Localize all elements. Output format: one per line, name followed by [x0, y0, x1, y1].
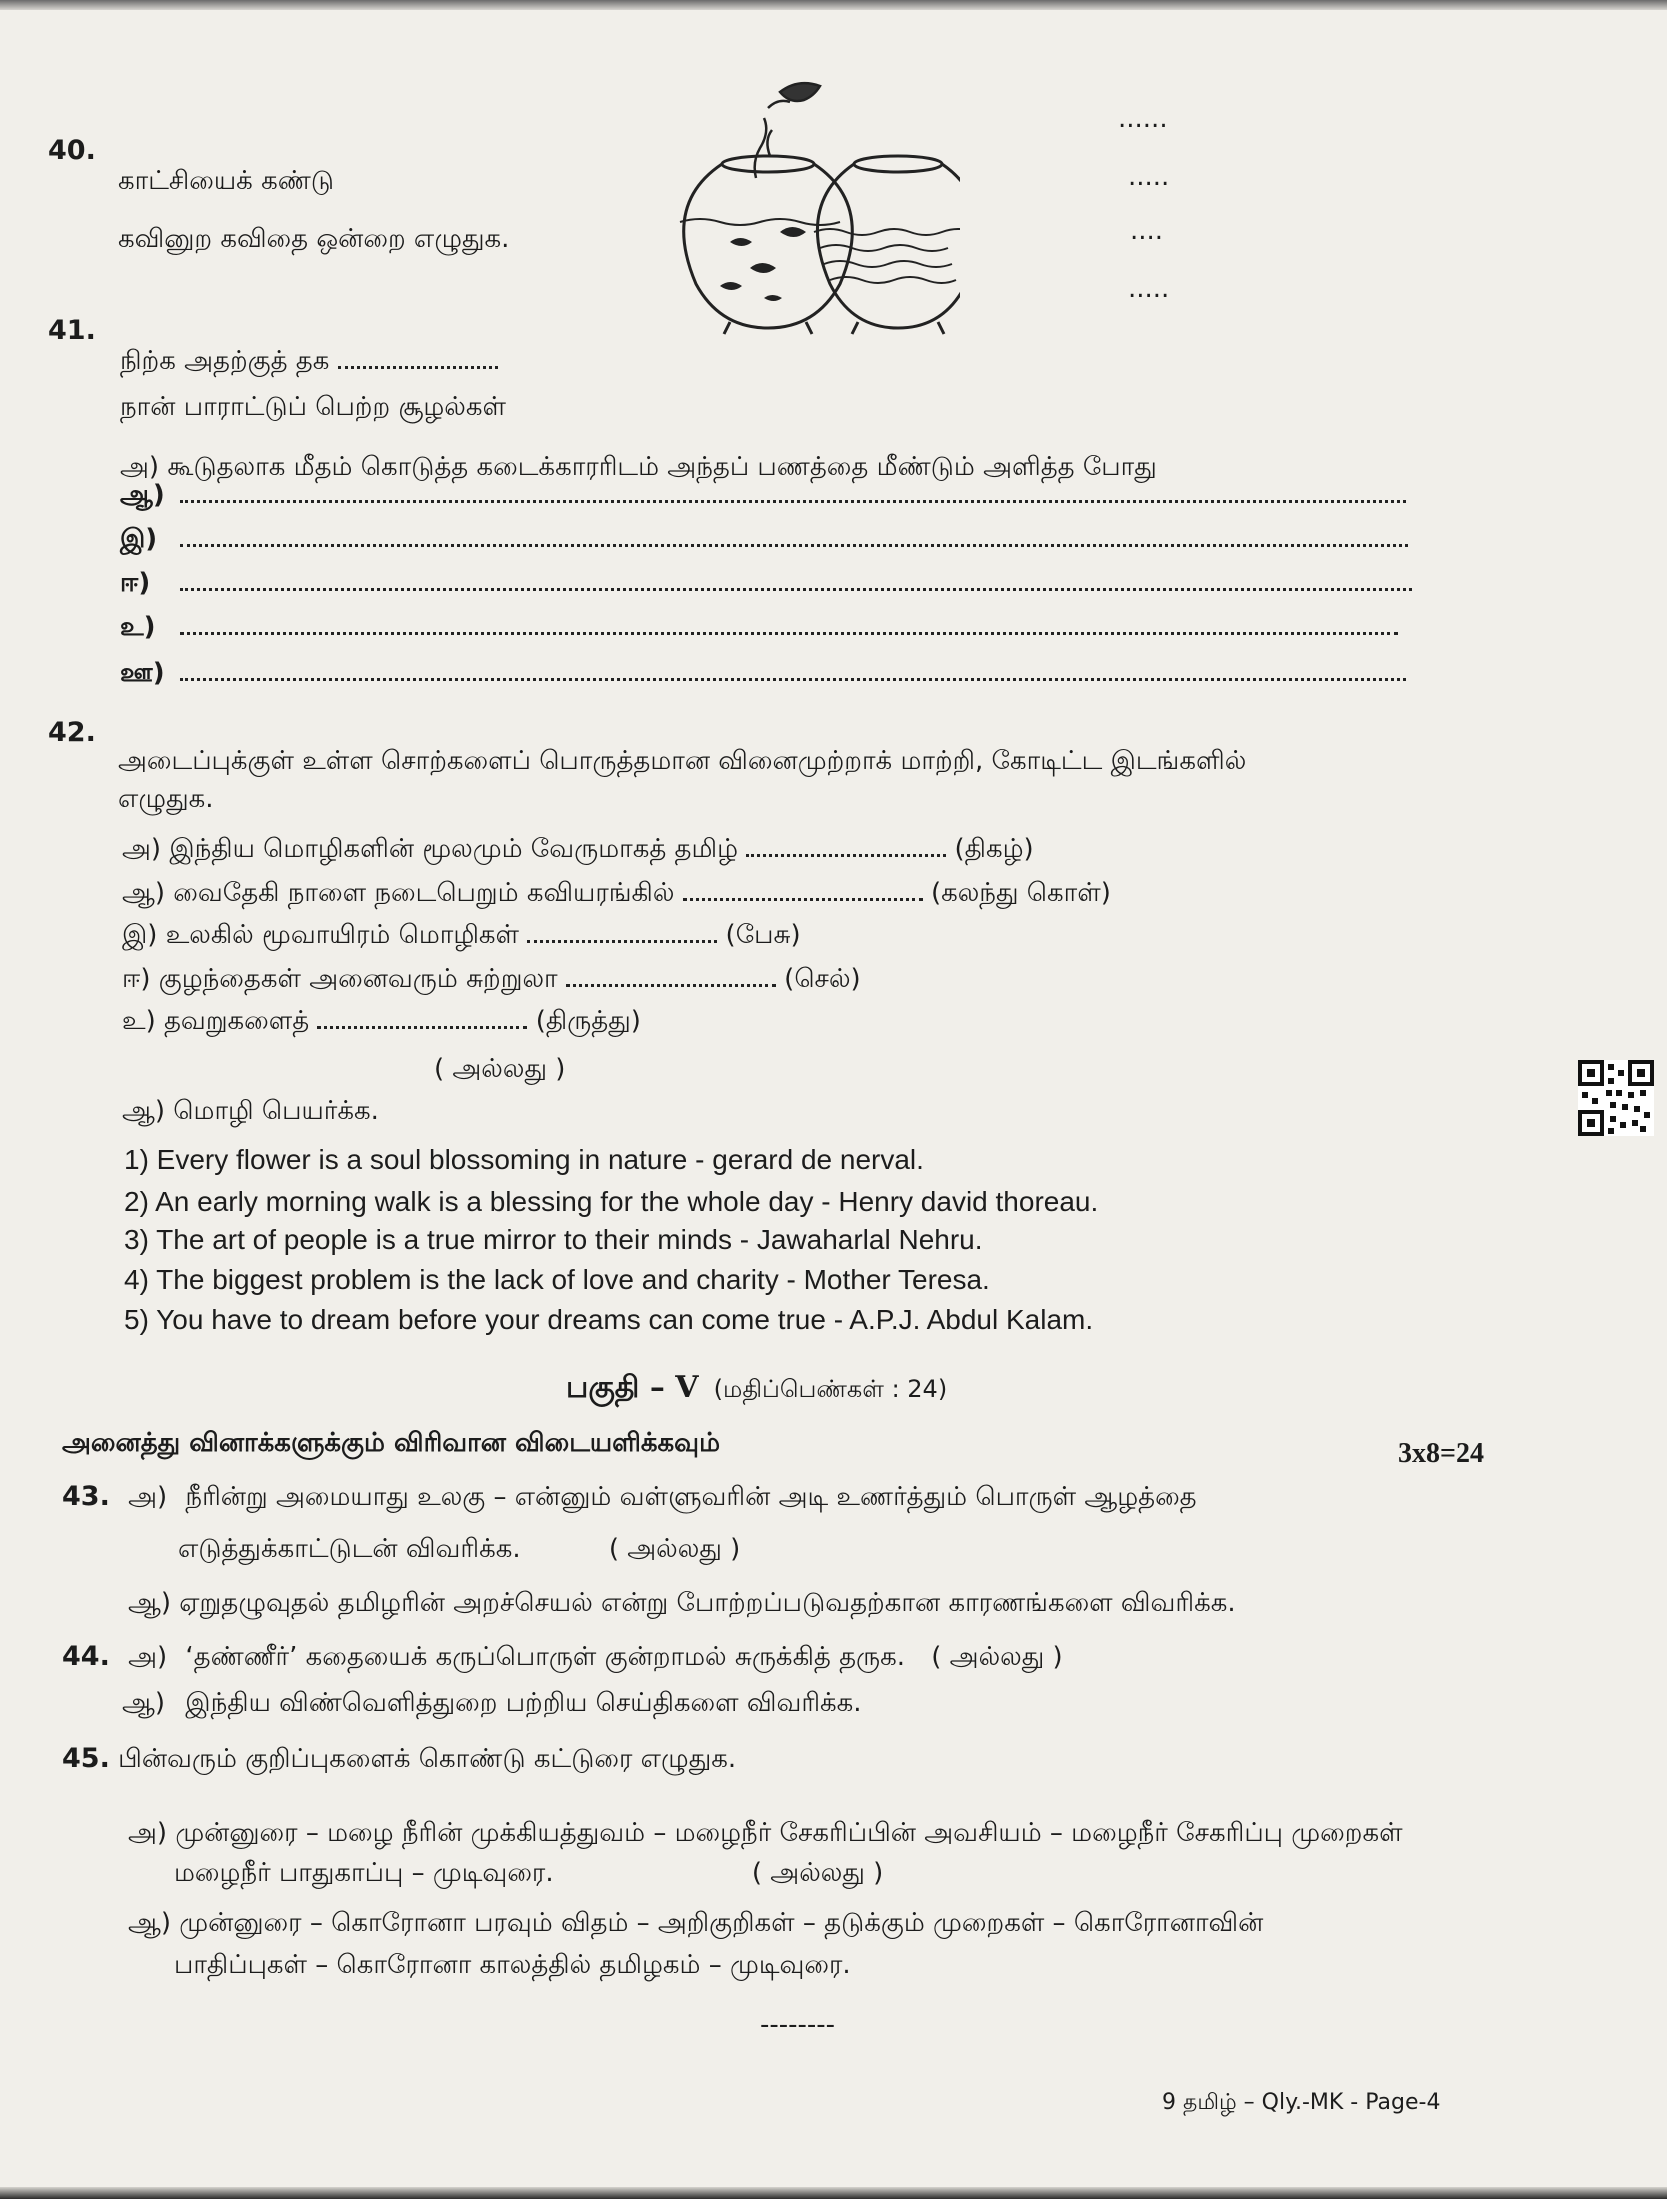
q42-alt: ஆ) மொழி பெயர்க்க.: [122, 1096, 379, 1126]
scan-top-edge: [0, 0, 1667, 10]
q42-translation-5: 5) You have to dream before your dreams can come true - A.P.J. Abdul Kalam.: [124, 1304, 1094, 1335]
q41-title: நிற்க அதற்குத் தக: [120, 344, 498, 378]
end-mark: --------: [760, 2010, 836, 2040]
q43-a: 43. அ) நீரின்று அமையாது உலகு – என்னும் வள்ளுவரின் அடி உணர்த்தும் பொருள் ஆழத்தை: [62, 1481, 1197, 1512]
q40-line2: கவினுற கவிதை ஒன்றை எழுதுக.: [118, 224, 510, 254]
page-footer: 9 தமிழ் – Qly.-MK - Page-4: [1162, 2090, 1441, 2115]
q41-subtitle: நான் பாராட்டுப் பெற்ற சூழல்கள்: [120, 392, 506, 422]
part5-heading: பகுதி – V (மதிப்பெண்கள் : 24): [566, 1370, 948, 1405]
q41-item-c: இ): [120, 522, 1410, 556]
q42-item-c: இ) உலகில் மூவாயிரம் மொழிகள் (பேசு): [122, 920, 801, 950]
q41-item-d: ஈ): [120, 566, 1410, 600]
q42-or: ( அல்லது ): [434, 1054, 566, 1084]
q43-a-line2: எடுத்துக்காட்டுடன் விவரிக்க. ( அல்லது ): [178, 1534, 741, 1564]
q41-item-b: ஆ): [120, 478, 1410, 512]
q41-title-blank: [338, 344, 498, 369]
q42-item-b: ஆ) வைதேகி நாளை நடைபெறும் கவியரங்கில் (கலந்து கொள்): [122, 878, 1111, 908]
q42-translation-3: 3) The art of people is a true mirror to their minds - Jawaharlal Nehru.: [124, 1224, 983, 1255]
q42-item-d: ஈ) குழந்தைகள் அனைவரும் சுற்றுலா (செல்): [122, 964, 861, 994]
fishbowl-illustration: [660, 72, 960, 372]
q45-a-line2: மழைநீர் பாதுகாப்பு – முடிவுரை. ( அல்லது ): [174, 1858, 884, 1888]
q40-line1: காட்சியைக் கண்டு: [118, 166, 334, 196]
q42-translation-2: 2) An early morning walk is a blessing for the whole day - Henry david thoreau.: [124, 1186, 1099, 1217]
q40-dots-1: ......: [1118, 104, 1168, 134]
q42-line2: எழுதுக.: [118, 784, 214, 814]
q45-a: அ) முன்னுரை – மழை நீரின் முக்கியத்துவம் – மழைநீர் சேகரிப்பின் அவசியம் – மழைநீர் சேகரிப்பு முறைகள்: [128, 1818, 1403, 1848]
q42-translation-1: 1) Every flower is a soul blossoming in nature - gerard de nerval.: [124, 1144, 924, 1175]
q40-number: 40.: [48, 135, 96, 166]
q41-number: 41.: [48, 315, 96, 346]
q45-title: 45. பின்வரும் குறிப்புகளைக் கொண்டு கட்டுரை எழுதுக.: [62, 1743, 737, 1774]
q40-dots-2: .....: [1128, 162, 1170, 192]
q42-number: 42.: [48, 717, 96, 748]
scan-bottom-edge: [0, 2187, 1667, 2199]
q41-item-f: ஊ): [120, 656, 1410, 690]
q41-item-e: உ): [120, 610, 1410, 644]
q41-item-a: அ) கூடுதலாக மீதம் கொடுத்த கடைக்காரரிடம் அந்தப் பணத்தை மீண்டும் அளித்த போது: [120, 452, 1157, 482]
q45-b-line2: பாதிப்புகள் – கொரோனா காலத்தில் தமிழகம் – முடிவுரை.: [174, 1950, 851, 1980]
q40-dots-3: ....: [1130, 216, 1164, 246]
q43-b: ஆ) ஏறுதழுவுதல் தமிழரின் அறச்செயல் என்று போற்றப்படுவதற்கான காரணங்களை விவரிக்க.: [128, 1588, 1236, 1618]
part5-instruction: அனைத்து வினாக்களுக்கும் விரிவான விடையளிக்கவும்: [62, 1428, 720, 1458]
q42-translation-4: 4) The biggest problem is the lack of love and charity - Mother Teresa.: [124, 1264, 990, 1295]
qr-code-icon: [1578, 1060, 1654, 1136]
q42-line1: அடைப்புக்குள் உள்ள சொற்களைப் பொருத்தமான வினைமுற்றாக் மாற்றி, கோடிட்ட இடங்களில்: [118, 746, 1247, 776]
part5-score: 3x8=24: [1398, 1438, 1484, 1469]
q40-dots-4: .....: [1128, 274, 1170, 304]
q45-b: ஆ) முன்னுரை – கொரோனா பரவும் விதம் – அறிகுறிகள் – தடுக்கும் முறைகள் – கொரோனாவின்: [128, 1908, 1264, 1938]
q42-item-a: அ) இந்திய மொழிகளின் மூலமும் வேருமாகத் தமிழ் (திகழ்): [122, 834, 1034, 864]
q42-item-e: உ) தவறுகளைத் (திருத்து): [122, 1006, 641, 1036]
q44-a: 44. அ) ‘தண்ணீர்’ கதையைக் கருப்பொருள் குன்றாமல் சுருக்கித் தருக. ( அல்லது ): [62, 1641, 1063, 1672]
q44-b: ஆ) இந்திய விண்வெளித்துறை பற்றிய செய்திகளை விவரிக்க.: [122, 1688, 862, 1718]
